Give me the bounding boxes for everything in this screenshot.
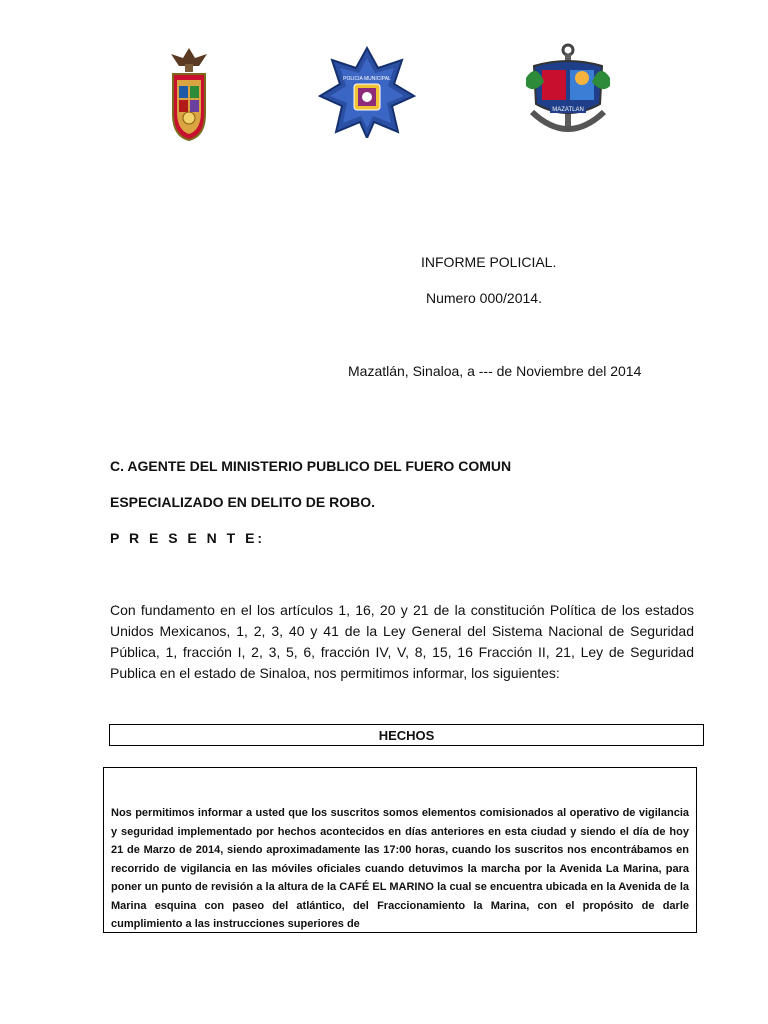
intro-paragraph: Con fundamento en el los artículos 1, 16, 20 y 21 de la constitución Política de los estados Unidos Mexicanos, 1, 2, 3, 40 y 41 de la Ley General del Sistema Nacional de Seguridad Pública, 1, fracción I, 2, 3, 5, 6, fracción IV, V, 8, 15, 16 Fracción II, 21, Ley de Seguridad Publica en el estado de Sinaloa, nos permitimos informar, los siguientes:: [110, 602, 694, 681]
date-line: Mazatlán, Sinaloa, a --- de Noviembre del 2014: [348, 363, 642, 379]
svg-text:POLICIA MUNICIPAL: POLICIA MUNICIPAL: [343, 76, 391, 82]
svg-text:MAZATLAN: MAZATLAN: [552, 107, 584, 113]
addressee-presente: P R E S E N T E:: [110, 530, 266, 546]
hechos-section-header: [109, 724, 704, 746]
report-title: INFORME POLICIAL.: [421, 254, 557, 270]
mazatlan-anchor-shield-logo: [522, 42, 614, 142]
police-star-badge-logo: [318, 46, 416, 138]
report-number: Numero 000/2014.: [426, 290, 542, 306]
addressee-line-2: ESPECIALIZADO EN DELITO DE ROBO.: [110, 494, 375, 510]
facts-text: Nos permitimos informar a usted que los suscritos somos elementos comisionados al operativo de vigilancia y seguridad implementado por hechos acontecidos en días anteriores en esta ciudad y siendo el día de hoy 21 de Marzo de 2014, siendo aproximadamente las 17:00 horas, cuando los suscritos nos encontrábamos en recorrido de vigilancia en las móviles oficiales cuando detuvimos la marcha por la Avenida La Marina, para poner un punto de revisión a la altura de la CAFÉ EL MARINO la cual se encuentra ubicada en la Avenida de la Marina esquina con paseo del atlántico, del Fraccionamiento la Marina, con el propósito de darle cumplimiento a las instrucciones superiores de: [111, 807, 689, 930]
hechos-title: HECHOS: [378, 728, 435, 743]
municipal-coat-of-arms-logo: [165, 44, 213, 144]
facts-box: [103, 767, 697, 933]
addressee-line-1: C. AGENTE DEL MINISTERIO PUBLICO DEL FUERO COMUN: [110, 458, 512, 474]
